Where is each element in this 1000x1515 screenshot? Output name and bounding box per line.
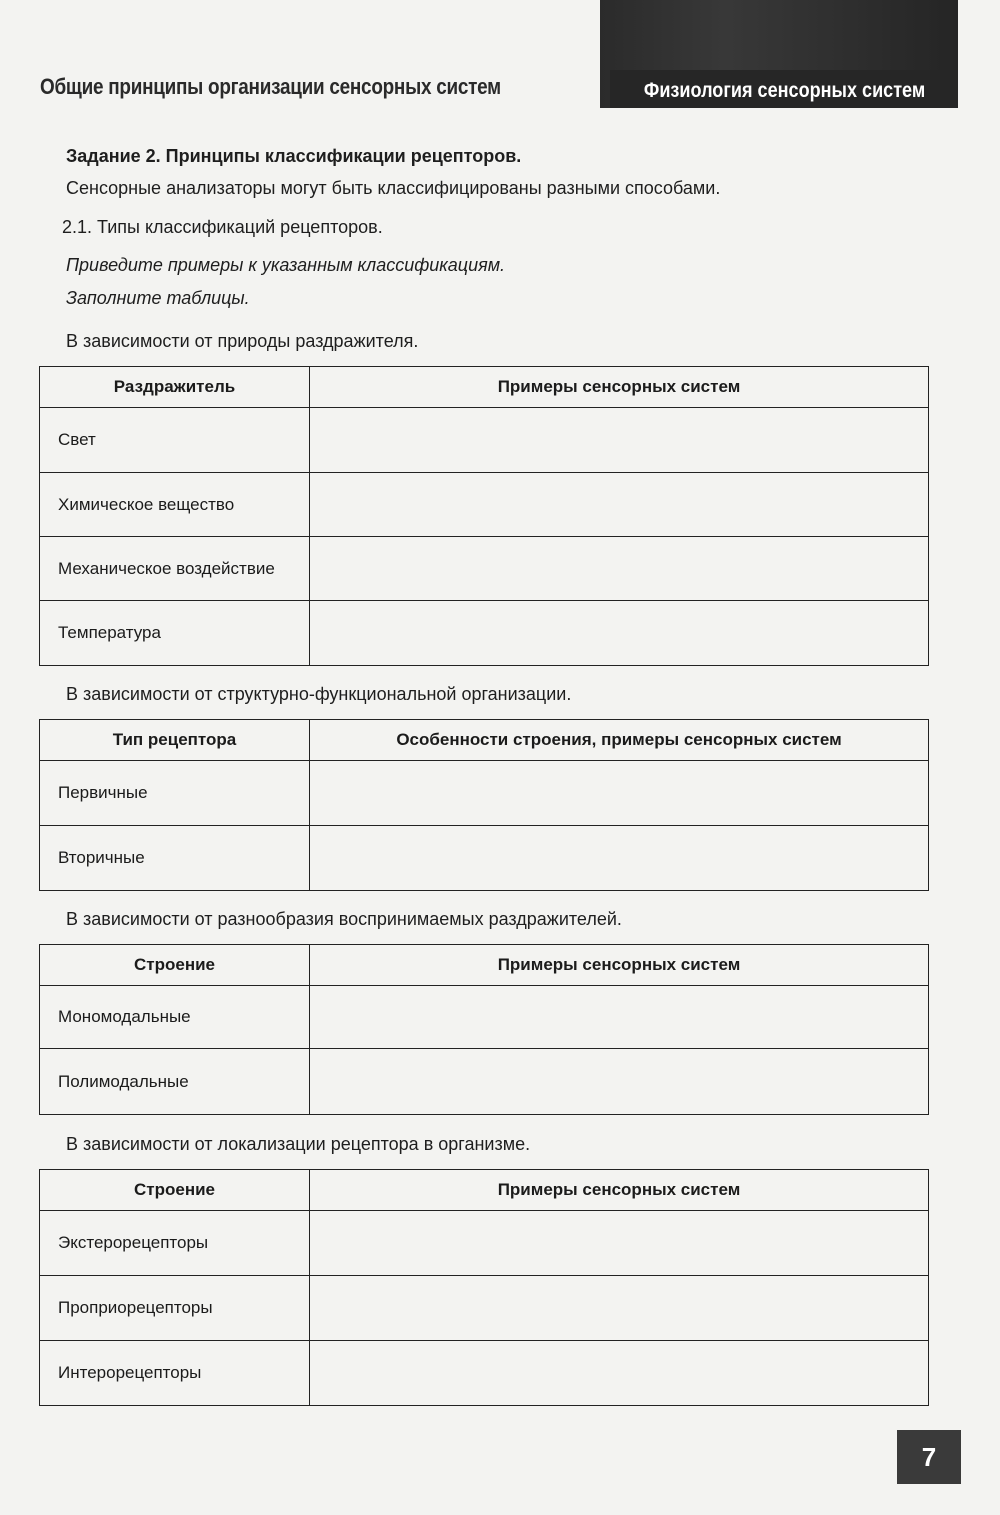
table-row bbox=[40, 986, 929, 1049]
header-right-title-text: Физиология сенсорных систем bbox=[644, 79, 926, 102]
row-label: Свет bbox=[40, 408, 310, 473]
table-header-cell: Строение bbox=[40, 945, 310, 986]
header-right-title bbox=[612, 74, 958, 108]
table-row bbox=[40, 1276, 929, 1341]
answer-cell[interactable] bbox=[310, 473, 929, 537]
row-label: Мономодальные bbox=[40, 986, 310, 1049]
task-title: Задание 2. Принципы классификации рецепторов. bbox=[66, 146, 522, 166]
table-row bbox=[40, 473, 929, 537]
table-header-row bbox=[40, 720, 929, 761]
header-left-title: Общие принципы организации сенсорных систем bbox=[40, 74, 501, 99]
answer-cell[interactable] bbox=[310, 1049, 929, 1115]
task-subtitle: 2.1. Типы классификаций рецепторов. bbox=[62, 217, 383, 237]
answer-cell[interactable] bbox=[310, 408, 929, 473]
table-header-cell: Примеры сенсорных систем bbox=[310, 945, 929, 986]
table-header-row bbox=[40, 945, 929, 986]
table-row bbox=[40, 537, 929, 601]
row-label: Проприорецепторы bbox=[40, 1276, 310, 1341]
row-label: Температура bbox=[40, 601, 310, 666]
table-row bbox=[40, 601, 929, 666]
answer-cell[interactable] bbox=[310, 1276, 929, 1341]
row-label: Первичные bbox=[40, 761, 310, 826]
table-row bbox=[40, 1341, 929, 1406]
row-label: Вторичные bbox=[40, 826, 310, 891]
table-header-cell: Примеры сенсорных систем bbox=[310, 1170, 929, 1211]
table-header-cell: Тип рецептора bbox=[40, 720, 310, 761]
table-structure bbox=[39, 719, 929, 891]
task-intro: Сенсорные анализаторы могут быть классифицированы разными способами. bbox=[66, 178, 721, 198]
table-row bbox=[40, 826, 929, 891]
answer-cell[interactable] bbox=[310, 1341, 929, 1406]
table2-caption: В зависимости от структурно-функциональной организации. bbox=[66, 684, 572, 704]
row-label: Интерорецепторы bbox=[40, 1341, 310, 1406]
answer-cell[interactable] bbox=[310, 761, 929, 826]
answer-cell[interactable] bbox=[310, 826, 929, 891]
table-header-row bbox=[40, 1170, 929, 1211]
table1-caption: В зависимости от природы раздражителя. bbox=[66, 331, 419, 351]
table-header-cell: Примеры сенсорных систем bbox=[310, 367, 929, 408]
table4-caption: В зависимости от локализации рецептора в организме. bbox=[66, 1134, 531, 1154]
table-header-cell: Особенности строения, примеры сенсорных систем bbox=[310, 720, 929, 761]
answer-cell[interactable] bbox=[310, 601, 929, 666]
row-label: Полимодальные bbox=[40, 1049, 310, 1115]
table-header-row bbox=[40, 367, 929, 408]
table-row bbox=[40, 408, 929, 473]
row-label: Механическое воздействие bbox=[40, 537, 310, 601]
page-number: 7 bbox=[897, 1430, 961, 1484]
task-instruction-1: Приведите примеры к указанным классификациям. bbox=[66, 255, 506, 275]
table-row bbox=[40, 761, 929, 826]
table-header-cell: Раздражитель bbox=[40, 367, 310, 408]
answer-cell[interactable] bbox=[310, 986, 929, 1049]
table-row bbox=[40, 1049, 929, 1115]
answer-cell[interactable] bbox=[310, 537, 929, 601]
table-header-cell: Строение bbox=[40, 1170, 310, 1211]
table-row bbox=[40, 1211, 929, 1276]
table-localization bbox=[39, 1169, 929, 1406]
answer-cell[interactable] bbox=[310, 1211, 929, 1276]
row-label: Химическое вещество bbox=[40, 473, 310, 537]
table-modality bbox=[39, 944, 929, 1115]
task-instruction-2: Заполните таблицы. bbox=[66, 288, 250, 308]
table3-caption: В зависимости от разнообразия воспринимаемых раздражителей. bbox=[66, 909, 622, 929]
row-label: Экстерорецепторы bbox=[40, 1211, 310, 1276]
table-stimulus-nature bbox=[39, 366, 929, 666]
